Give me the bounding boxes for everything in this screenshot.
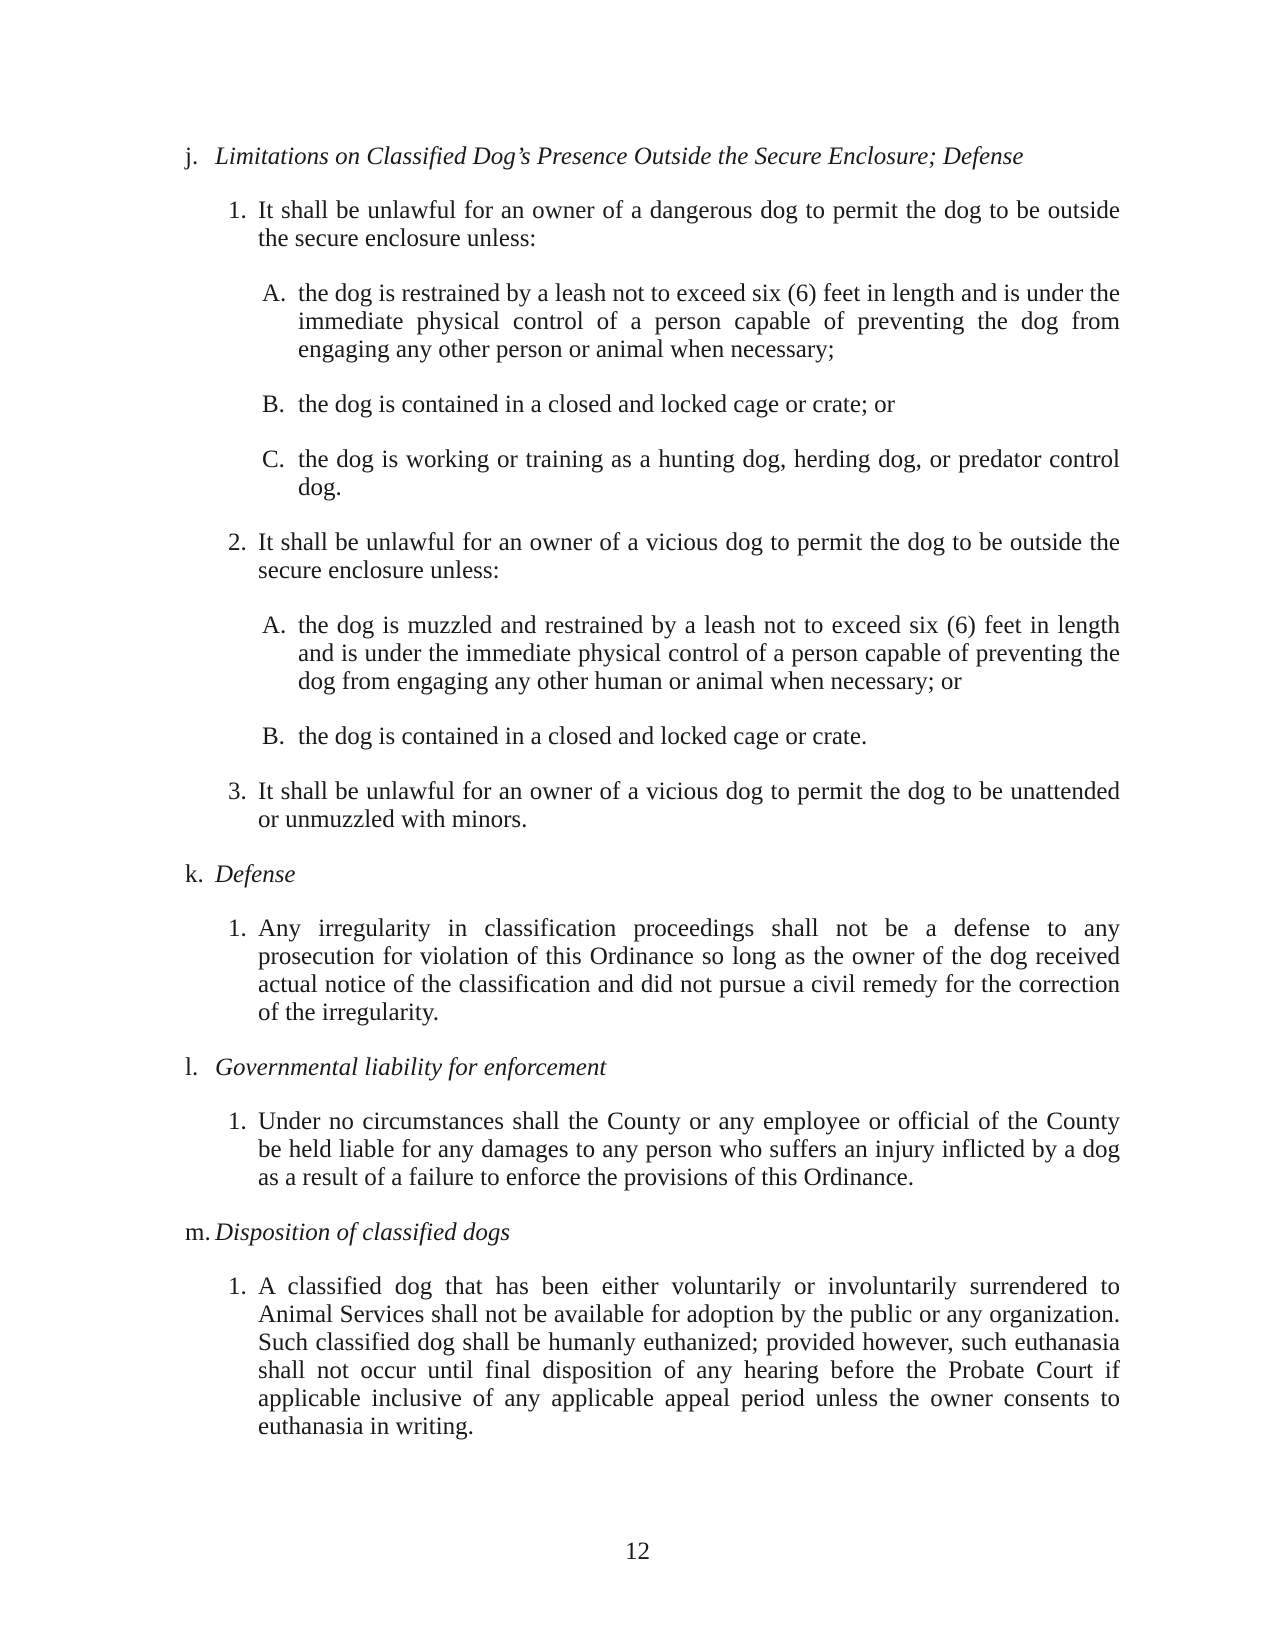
section-l: [185, 1054, 1120, 1192]
section-title: Defense: [215, 861, 296, 888]
section-title: Disposition of classified dogs: [215, 1219, 511, 1246]
subitem-marker: A.: [262, 280, 287, 307]
subitem-marker: C.: [262, 446, 285, 473]
page-number: 12: [625, 1538, 650, 1565]
list-item: [185, 529, 1120, 751]
list-item: [185, 1108, 1120, 1192]
item-text: It shall be unlawful for an owner of a vicious dog to permit the dog to be unattended or unmuzzled with minors.: [258, 778, 1120, 833]
item-text: Under no circumstances shall the County or any employee or official of the County be held liable for any damages to any person who suffers an injury inflicted by a dog as a result of a failure to enforce the provisions of this Ordinance.: [258, 1108, 1120, 1191]
section-marker: j.: [185, 143, 199, 170]
item-text: It shall be unlawful for an owner of a vicious dog to permit the dog to be outside the secure enclosure unless:: [258, 529, 1120, 584]
list-item: [185, 197, 1120, 502]
item-text: Any irregularity in classification proceedings shall not be a defense to any prosecution for violation of this Ordinance so long as the owner of the dog received actual notice of the classification and did not pursue a civil remedy for the correction of the irregularity.: [258, 915, 1120, 1026]
section-marker: m.: [185, 1219, 211, 1246]
subitem-text: the dog is contained in a closed and locked cage or crate.: [298, 723, 868, 750]
section-heading: [185, 143, 1120, 171]
sub-item: [258, 280, 1120, 364]
item-marker: 3.: [228, 778, 247, 805]
section-j: [185, 143, 1120, 834]
item-marker: 1.: [228, 1108, 247, 1135]
sub-item: [258, 723, 1120, 751]
subitem-text: the dog is restrained by a leash not to exceed six (6) feet in length and is under the immediate physical control of a person capable of preventing the dog from engaging any other person or animal when necessary;: [298, 280, 1120, 363]
section-marker: k.: [185, 861, 204, 888]
section-heading: [185, 1219, 1120, 1247]
section-heading: [185, 1054, 1120, 1082]
subitem-text: the dog is contained in a closed and locked cage or crate; or: [298, 391, 895, 418]
subitem-text: the dog is muzzled and restrained by a leash not to exceed six (6) feet in length and is under the immediate physical control of a person capable of preventing the dog from engaging any other human or animal when necessary; or: [298, 612, 1120, 695]
sub-item: [258, 612, 1120, 696]
subitem-marker: B.: [262, 391, 285, 418]
list-item: [185, 778, 1120, 834]
section-k: [185, 861, 1120, 1027]
section-marker: l.: [185, 1054, 199, 1081]
item-marker: 1.: [228, 1273, 247, 1300]
list-item: [185, 1273, 1120, 1441]
section-heading: [185, 861, 1120, 889]
item-marker: 2.: [228, 529, 247, 556]
list-item: [185, 915, 1120, 1027]
subitem-marker: B.: [262, 723, 285, 750]
item-marker: 1.: [228, 197, 247, 224]
subitem-text: the dog is working or training as a hunting dog, herding dog, or predator control dog.: [298, 446, 1120, 501]
section-title: Governmental liability for enforcement: [215, 1054, 607, 1081]
item-text: It shall be unlawful for an owner of a dangerous dog to permit the dog to be outside the secure enclosure unless:: [258, 197, 1120, 252]
sub-item: [258, 446, 1120, 502]
subitem-marker: A.: [262, 612, 287, 639]
sub-item: [258, 391, 1120, 419]
item-marker: 1.: [228, 915, 247, 942]
item-text: A classified dog that has been either voluntarily or involuntarily surrendered to Animal Services shall not be available for adoption by the public or any organization. Such classified dog shall be humanly euthanized; provided however, such euthanasia shall not occur until final disposition of any hearing before the Probate Court if applicable inclusive of any applicable appeal period unless the owner consents to euthanasia in writing.: [258, 1273, 1120, 1440]
section-title: Limitations on Classified Dog’s Presence Outside the Secure Enclosure; Defense: [215, 143, 1024, 170]
section-m: [185, 1219, 1120, 1441]
